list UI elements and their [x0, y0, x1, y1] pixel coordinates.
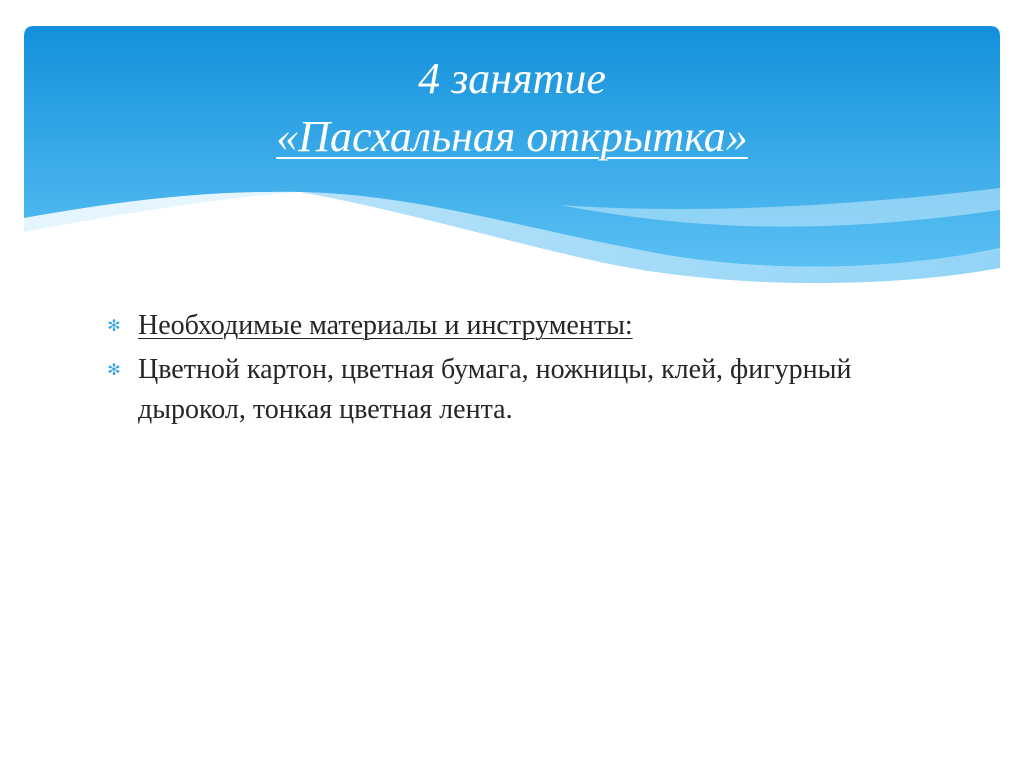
asterisk-bullet-icon: ✻	[107, 360, 121, 379]
bullet-text: Цветной картон, цветная бумага, ножницы, клей, фигурный дырокол, тонкая цветная лента.	[138, 354, 852, 425]
bullet-item-materials-heading	[104, 306, 904, 346]
bullet-text: Необходимые материалы и инструменты:	[138, 310, 633, 341]
title-line-topic	[0, 108, 1024, 166]
bullet-item-materials-list	[104, 350, 904, 430]
asterisk-bullet-icon: ✻	[107, 316, 121, 335]
title-topic-text: «Пасхальная открытка»	[276, 112, 748, 161]
bullet-list	[104, 306, 904, 434]
slide-title	[0, 50, 1024, 166]
title-line-lesson: 4 занятие	[418, 54, 606, 103]
